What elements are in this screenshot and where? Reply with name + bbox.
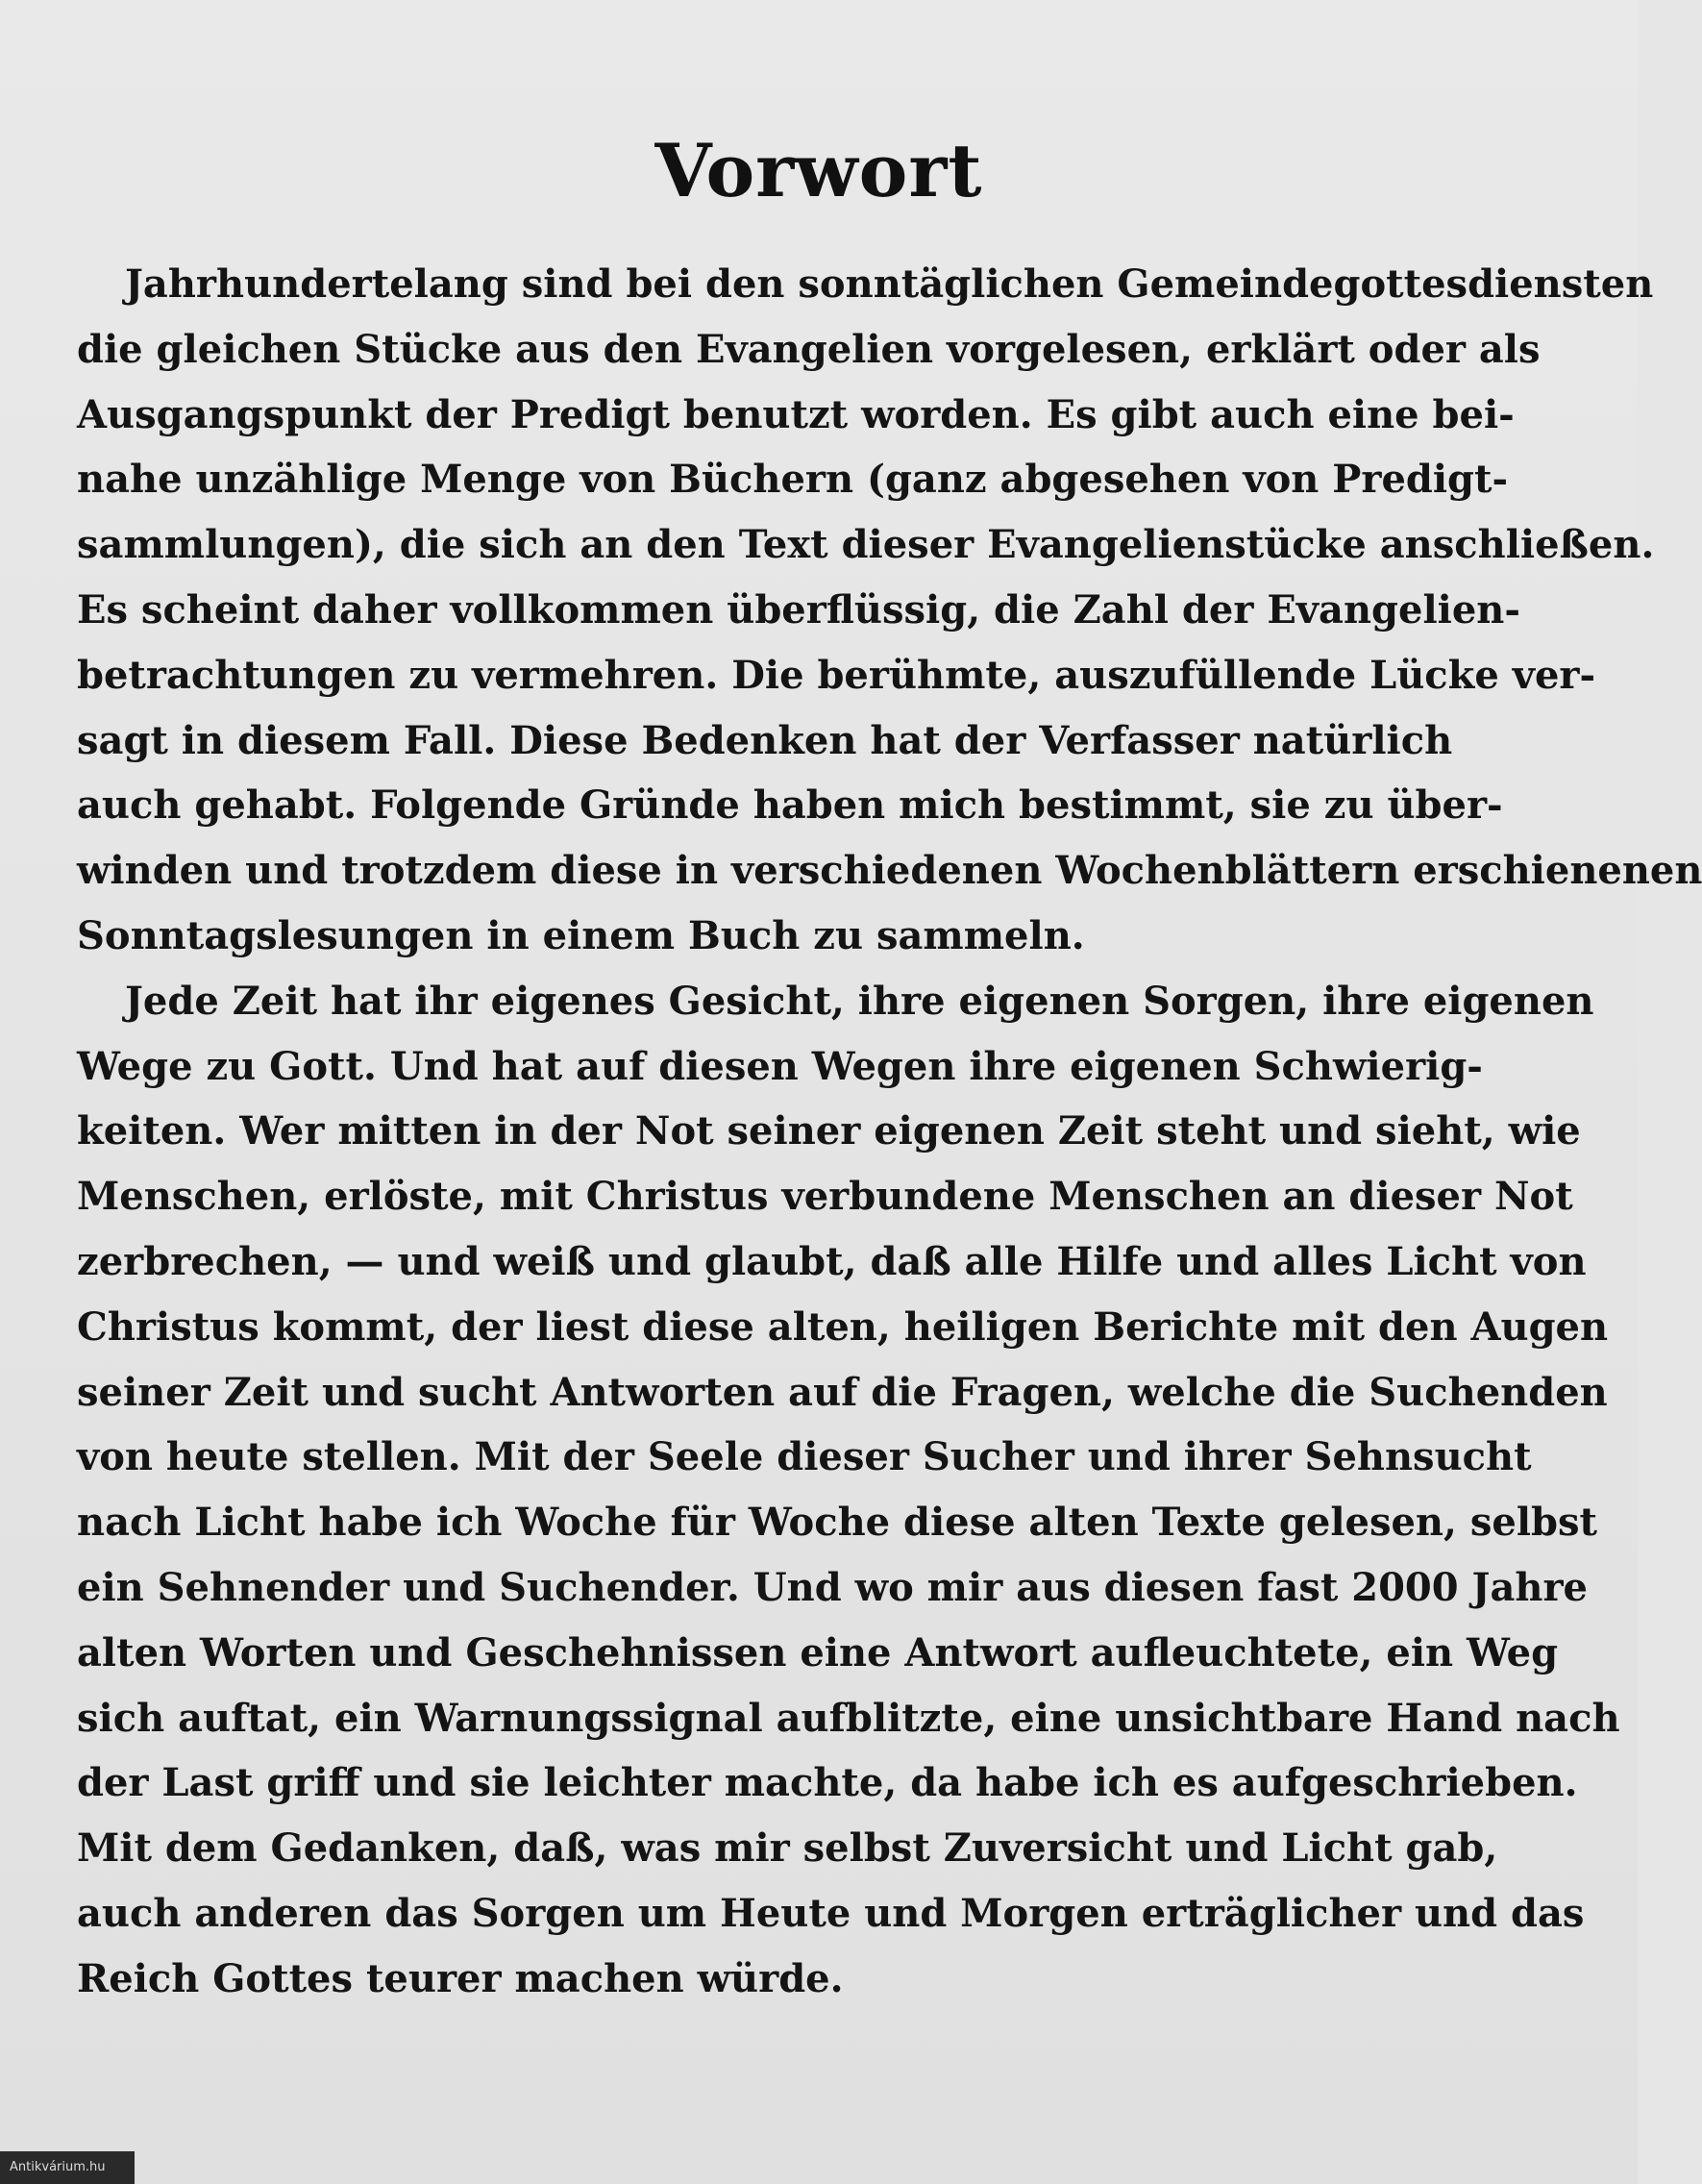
text-line: Mit dem Gedanken, daß, was mir selbst Zuversicht und Licht gab, [77,1825,1498,1872]
text-line: Menschen, erlöste, mit Christus verbundene Menschen an dieser Not [77,1174,1573,1220]
text-line: zerbrechen, — und weiß und glaubt, daß alle Hilfe und alles Licht von [77,1238,1587,1284]
text-line: von heute stellen. Mit der Seele dieser Sucher und ihrer Sehnsucht [77,1434,1532,1480]
text-line: die gleichen Stücke aus den Evangelien vorgelesen, erklärt oder als [77,326,1541,372]
text-line: auch gehabt. Folgende Gründe haben mich bestimmt, sie zu über- [77,782,1503,829]
page-title: Vorwort [654,128,983,213]
text-line: Sonntagslesungen in einem Buch zu sammeln. [77,912,1085,958]
paragraph-2 [77,969,1620,2012]
text-line: Jede Zeit hat ihr eigenes Gesicht, ihre eigenen Sorgen, ihre eigenen [125,978,1594,1024]
text-line: betrachtungen zu vermehren. Die berühmte, auszufüllende Lücke ver- [77,652,1596,698]
text-line: Christus kommt, der liest diese alten, heiligen Berichte mit den Augen [77,1303,1609,1350]
text-line: keiten. Wer mitten in der Not seiner eigenen Zeit steht und sieht, wie [77,1108,1581,1154]
text-line: Wege zu Gott. Und hat auf diesen Wegen ihre eigenen Schwierig- [77,1043,1483,1089]
text-line: Jahrhundertelang sind bei den sonntäglichen Gemeindegottesdiensten [125,261,1654,307]
text-line: seiner Zeit und sucht Antworten auf die Fragen, welche die Suchenden [77,1369,1608,1415]
text-line: Reich Gottes teurer machen würde. [77,1955,844,2001]
text-line: nahe unzählige Menge von Büchern (ganz abgesehen von Predigt- [77,457,1509,503]
paragraph-1 [77,252,1702,969]
text-line: sammlungen), die sich an den Text dieser Evangelienstücke anschließen. [77,522,1655,568]
body-text [77,252,1702,2012]
text-line: Ausgangspunkt der Predigt benutzt worden. Es gibt auch eine bei- [77,391,1515,437]
text-line: sagt in diesem Fall. Diese Bedenken hat der Verfasser natürlich [77,717,1453,763]
text-line: Es scheint daher vollkommen überflüssig, die Zahl der Evangelien- [77,586,1520,633]
text-line: der Last griff und sie leichter machte, da habe ich es aufgeschrieben. [77,1760,1578,1806]
watermark: Antikvárium.hu [0,2151,135,2184]
text-line: nach Licht habe ich Woche für Woche diese alten Texte gelesen, selbst [77,1500,1597,1546]
text-line: ein Sehnender und Suchender. Und wo mir aus diesen fast 2000 Jahre [77,1564,1588,1610]
text-line: winden und trotzdem diese in verschiedenen Wochenblättern erschienenen [77,848,1702,894]
text-line: sich auftat, ein Warnungssignal aufblitzte, eine unsichtbare Hand nach [77,1695,1620,1741]
text-line: auch anderen das Sorgen um Heute und Morgen erträglicher und das [77,1890,1585,1936]
text-line: alten Worten und Geschehnissen eine Antwort aufleuchtete, ein Weg [77,1629,1559,1675]
